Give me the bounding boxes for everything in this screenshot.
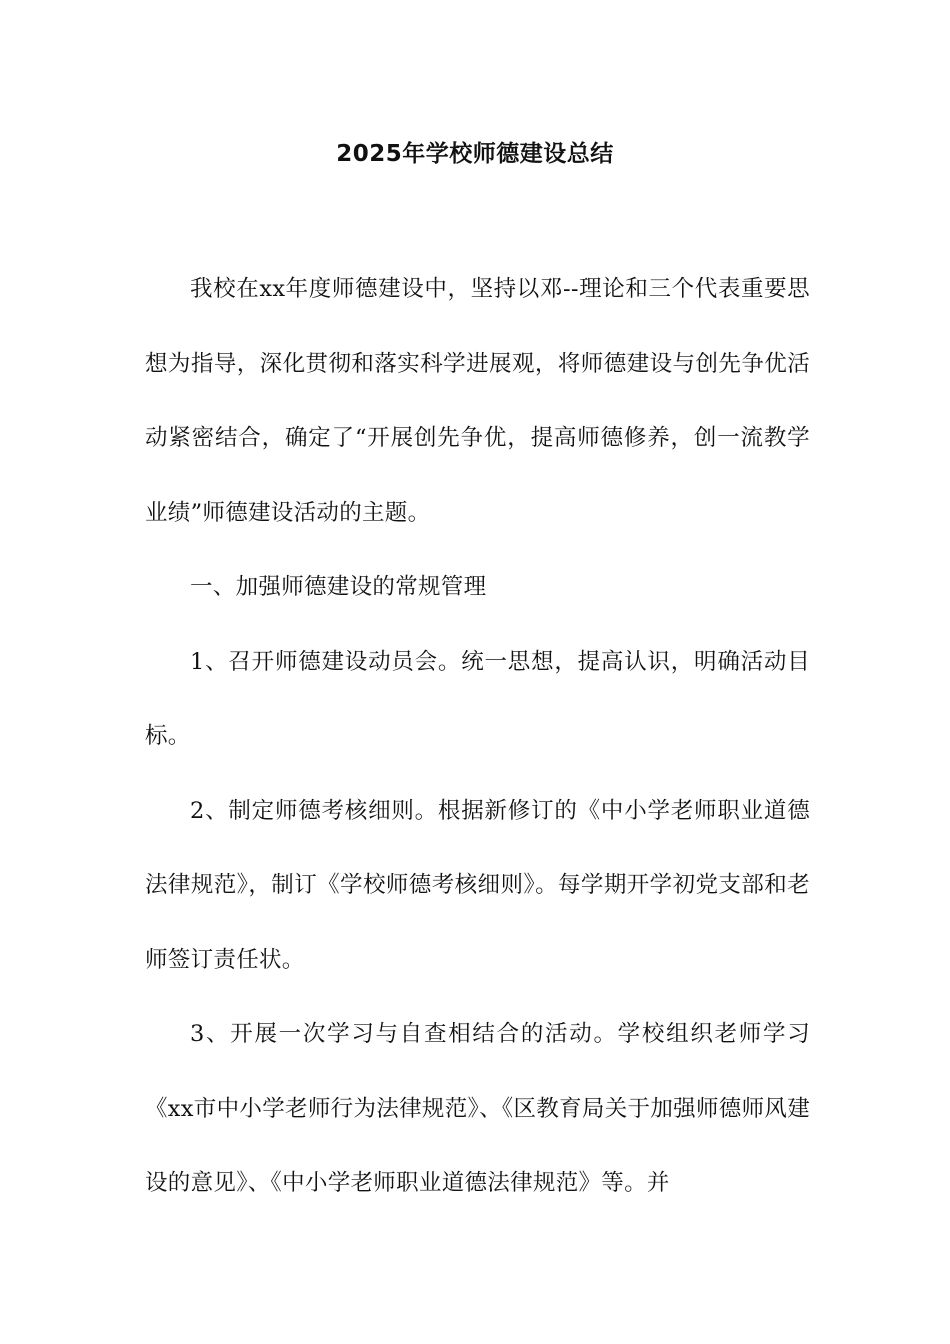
section-heading: 一、加强师德建设的常规管理 <box>190 574 487 600</box>
paragraph-intro: 我校在xx年度师德建设中，坚持以邓--理论和三个代表重要思想为指导，深化贯彻和落实科学进展观，将师德建设与创先争优活动紧密结合，确定了“开展创先争优，提高师德修养，创一流教学业绩”师德建设活动的主题。 <box>145 276 810 526</box>
paragraph-item-1: 1、召开师德建设动员会。统一思想，提高认识，明确活动目标。 <box>145 648 810 749</box>
document-body <box>145 252 810 1221</box>
paragraph-item-2: 2、制定师德考核细则。根据新修订的《中小学老师职业道德法律规范》，制订《学校师德考核细则》。每学期开学初党支部和老师签订责任状。 <box>145 797 810 973</box>
paragraph-item-3: 3、开展一次学习与自查相结合的活动。学校组织老师学习《xx市中小学老师行为法律规范》、《区教育局关于加强师德师风建设的意见》、《中小学老师职业道德法律规范》等。并 <box>145 1021 810 1196</box>
document-title: 2025年学校师德建设总结 <box>336 141 614 167</box>
